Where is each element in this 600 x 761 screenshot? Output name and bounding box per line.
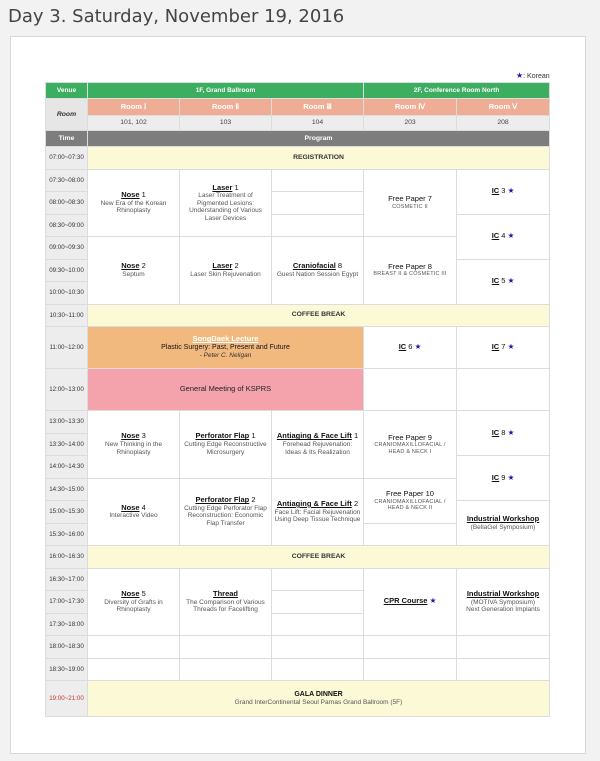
- session-title: Industrial Workshop: [466, 588, 540, 598]
- session-number: 5: [139, 588, 146, 598]
- time-cell: 08:30~09:00: [46, 214, 88, 237]
- session-title: Antiaging & Face Lift: [276, 431, 352, 441]
- session-title: Perforator Flap: [195, 495, 250, 505]
- session-subtitle: Cutting Edge Perforator Flap Reconstruction: Economic Flap Transfer: [184, 504, 267, 527]
- time-cell: 16:00~16:30: [46, 546, 88, 569]
- session-craniofacial-8[interactable]: [272, 237, 364, 305]
- session-ic-6[interactable]: [364, 327, 457, 369]
- empty-cell: [88, 658, 180, 681]
- room-number-row: [46, 116, 550, 131]
- registration-cell: REGISTRATION: [88, 147, 550, 170]
- session-nose-1[interactable]: [88, 169, 180, 237]
- session-nose-2[interactable]: [88, 237, 180, 305]
- session-number: 2: [139, 261, 146, 271]
- empty-cell: [364, 369, 457, 411]
- session-ic-8[interactable]: [457, 411, 550, 456]
- session-ic-9[interactable]: [457, 456, 550, 501]
- venue-label: Venue: [46, 83, 88, 99]
- session-number: 5: [499, 276, 506, 286]
- session-title: CPR Course: [383, 596, 428, 606]
- time-cell: 10:00~10:30: [46, 282, 88, 305]
- session-title: IC: [491, 186, 500, 196]
- room-number: 104: [272, 116, 364, 131]
- session-title: IC: [491, 427, 500, 437]
- table-row: [46, 658, 550, 681]
- empty-cell: [272, 568, 364, 591]
- time-cell: 11:00~12:00: [46, 327, 88, 369]
- session-subtitle: CRANIOMAXILLOFACIAL / HEAD & NECK II: [374, 498, 446, 511]
- empty-cell: [272, 591, 364, 614]
- table-row: [46, 636, 550, 659]
- session-antiaging-2[interactable]: [272, 478, 364, 546]
- star-icon: ★: [507, 427, 515, 437]
- venue-1f: 1F, Grand Ballroom: [88, 83, 364, 99]
- program-header: Program: [88, 131, 550, 147]
- session-title: IC: [491, 342, 500, 352]
- session-free-paper-9[interactable]: [364, 411, 457, 479]
- session-title: Nose: [121, 431, 140, 441]
- gala-subtitle: Grand InterContinental Seoul Parnas Grand Ballroom (5F): [234, 698, 403, 706]
- legend: [516, 71, 550, 80]
- session-free-paper-7[interactable]: [364, 169, 457, 237]
- lecture-speaker: - Peter C. Neligan: [199, 352, 252, 360]
- session-subtitle: BREAST II & COSMETIC III: [373, 271, 447, 278]
- star-icon: ★: [507, 472, 515, 482]
- session-subtitle: New Thinking in the Rhinoplasty: [105, 441, 162, 456]
- room-number: 203: [364, 116, 457, 131]
- table-row: [46, 681, 550, 717]
- session-subtitle: New Era of the Korean Rhinoplasty: [100, 199, 167, 215]
- time-cell: 12:00~13:00: [46, 369, 88, 411]
- session-number: 1: [139, 189, 146, 199]
- star-icon: ★: [507, 276, 515, 286]
- session-perforator-flap-1[interactable]: [180, 411, 272, 479]
- gala-dinner[interactable]: [88, 681, 550, 717]
- session-title: Free Paper 8: [388, 261, 432, 271]
- coffee-break-cell: COFFEE BREAK: [88, 546, 550, 569]
- lecture-subtitle: Plastic Surgery: Past, Present and Future: [161, 344, 290, 352]
- room-number: 103: [180, 116, 272, 131]
- empty-cell: [88, 636, 180, 659]
- star-icon: ★: [507, 186, 515, 196]
- session-title: Antiaging & Face Lift: [276, 498, 352, 508]
- time-cell: 09:30~10:00: [46, 259, 88, 282]
- venue-row: [46, 83, 550, 99]
- session-nose-3[interactable]: [88, 411, 180, 479]
- gala-title: GALA DINNER: [294, 690, 343, 698]
- legend-label: : Korean: [523, 73, 550, 80]
- session-subtitle: (BellaGel Symposium): [470, 523, 536, 531]
- empty-cell: [272, 613, 364, 636]
- empty-cell: [364, 636, 457, 659]
- room-name: Room Ⅲ: [272, 99, 364, 116]
- session-title: Perforator Flap: [195, 431, 250, 441]
- session-subtitle: COSMETIC II: [392, 203, 428, 210]
- schedule-table: [45, 82, 550, 717]
- time-cell: 07:30~08:00: [46, 169, 88, 192]
- room-row: [46, 99, 550, 116]
- session-subtitle: Cutting Edge Reconstructive Microsurgery: [184, 441, 267, 456]
- room-number: 208: [457, 116, 550, 131]
- room-name: Room Ⅴ: [457, 99, 550, 116]
- time-cell: 14:30~15:00: [46, 478, 88, 501]
- session-perforator-flap-2[interactable]: [180, 478, 272, 546]
- table-row: [46, 568, 550, 591]
- session-free-paper-8[interactable]: [364, 237, 457, 305]
- time-cell: 18:00~18:30: [46, 636, 88, 659]
- table-row: [46, 147, 550, 170]
- time-cell: 07:00~07:30: [46, 147, 88, 170]
- session-title: IC: [491, 472, 500, 482]
- time-cell: 15:30~16:00: [46, 523, 88, 546]
- session-number: 2: [351, 498, 359, 508]
- empty-cell: [272, 658, 364, 681]
- session-subtitle: (MOTIVA Symposium): [470, 598, 536, 606]
- table-row: [46, 327, 550, 369]
- star-icon: ★: [507, 231, 515, 241]
- session-number: 9: [499, 472, 506, 482]
- session-title: IC: [491, 276, 500, 286]
- session-ic-5[interactable]: [457, 259, 550, 304]
- time-header: Time: [46, 131, 88, 147]
- table-row: [46, 304, 550, 327]
- session-number: 3: [499, 186, 506, 196]
- session-antiaging-1[interactable]: [272, 411, 364, 479]
- empty-cell: [272, 214, 364, 237]
- session-subtitle: CRANIOMAXILLOFACIAL / HEAD & NECK I: [374, 442, 446, 455]
- star-icon: ★: [429, 596, 437, 606]
- session-laser-2[interactable]: [180, 237, 272, 305]
- room-label: Room: [46, 99, 88, 131]
- session-title: Free Paper 10: [386, 488, 434, 498]
- session-title: Laser: [212, 261, 233, 271]
- songdaek-lecture[interactable]: [88, 327, 364, 369]
- empty-cell: [272, 636, 364, 659]
- session-subtitle: Next Generation Implants: [466, 606, 540, 614]
- session-subtitle: The Comparison of Various Threads for Facelifting: [186, 598, 265, 614]
- time-cell: 10:30~11:00: [46, 304, 88, 327]
- session-nose-4[interactable]: [88, 478, 180, 546]
- lecture-title: SongDaek Lecture: [192, 334, 259, 344]
- session-title: Nose: [121, 502, 140, 512]
- session-industrial-workshop-2[interactable]: [457, 568, 550, 636]
- empty-cell: [180, 636, 272, 659]
- session-free-paper-10[interactable]: [364, 478, 457, 523]
- session-number: 4: [139, 502, 146, 512]
- table-row: [46, 546, 550, 569]
- star-icon: ★: [507, 342, 515, 352]
- session-number: 1: [232, 182, 239, 192]
- session-ic-7[interactable]: [457, 327, 550, 369]
- time-program-row: [46, 131, 550, 147]
- session-number: 2: [249, 495, 256, 505]
- empty-cell: [457, 658, 550, 681]
- room-number: 101, 102: [88, 116, 180, 131]
- time-cell: 08:00~08:30: [46, 192, 88, 215]
- session-number: 2: [232, 261, 239, 271]
- session-number: 8: [335, 261, 343, 271]
- session-title: Nose: [121, 261, 140, 271]
- session-subtitle: Diversity of Grafts in Rhinoplasty: [104, 598, 163, 614]
- empty-cell: [364, 523, 457, 546]
- session-number: 1: [249, 431, 256, 441]
- session-title: Free Paper 9: [388, 432, 432, 442]
- session-number: 1: [351, 431, 359, 441]
- time-cell: 17:00~17:30: [46, 591, 88, 614]
- empty-cell: [180, 658, 272, 681]
- session-subtitle: Guest Nation Session Egypt: [276, 270, 359, 278]
- empty-cell: [272, 169, 364, 192]
- time-cell: 16:30~17:00: [46, 568, 88, 591]
- time-cell: 17:30~18:00: [46, 613, 88, 636]
- empty-cell: [364, 658, 457, 681]
- session-subtitle: Septum: [122, 270, 145, 278]
- session-subtitle: Forehead Rejuvenation: Ideas & Its Realization: [282, 441, 353, 456]
- session-industrial-workshop-1[interactable]: [457, 501, 550, 546]
- coffee-break-cell: COFFEE BREAK: [88, 304, 550, 327]
- session-subtitle: Laser Skin Rejuvenation: [190, 270, 261, 278]
- session-title: Thread: [212, 588, 238, 598]
- session-number: 3: [139, 431, 146, 441]
- session-ic-4[interactable]: [457, 214, 550, 259]
- session-title: Industrial Workshop: [466, 513, 540, 523]
- session-title: Craniofacial: [292, 261, 336, 271]
- table-row: [46, 411, 550, 434]
- session-title: Nose: [121, 189, 140, 199]
- session-cpr-course[interactable]: [364, 568, 457, 636]
- session-number: 6: [406, 342, 413, 352]
- session-subtitle: Interactive Video: [109, 512, 158, 520]
- time-cell: 09:00~09:30: [46, 237, 88, 260]
- empty-cell: [272, 192, 364, 215]
- session-title: IC: [491, 231, 500, 241]
- empty-cell: [457, 369, 550, 411]
- time-cell: 18:30~19:00: [46, 658, 88, 681]
- venue-2f: 2F, Conference Room North: [364, 83, 550, 99]
- time-cell: 14:00~14:30: [46, 456, 88, 479]
- time-cell: 13:30~14:00: [46, 433, 88, 456]
- table-row: [46, 169, 550, 192]
- session-ic-3[interactable]: [457, 169, 550, 214]
- session-number: 8: [499, 427, 506, 437]
- session-laser-1[interactable]: [180, 169, 272, 237]
- session-title: Free Paper 7: [388, 194, 432, 204]
- ksprs-meeting[interactable]: General Meeting of KSPRS: [88, 369, 364, 411]
- star-icon: ★: [516, 71, 524, 80]
- session-title: IC: [398, 342, 407, 352]
- session-title: Laser: [212, 182, 233, 192]
- page-title: Day 3. Saturday, November 19, 2016: [8, 6, 345, 27]
- time-cell: 19:00~21:00: [46, 681, 88, 717]
- empty-cell: [457, 636, 550, 659]
- time-cell: 13:00~13:30: [46, 411, 88, 434]
- session-subtitle: Laser Treatment of Pigmented Lesions: Understanding of Various Laser Devices: [189, 192, 262, 222]
- session-subtitle: Face Lift: Facial Rejuvenation Using Deep Tissue Technique: [274, 508, 361, 524]
- session-title: Nose: [121, 588, 140, 598]
- room-name: Room Ⅳ: [364, 99, 457, 116]
- session-nose-5[interactable]: [88, 568, 180, 636]
- session-number: 7: [499, 342, 506, 352]
- star-icon: ★: [414, 342, 422, 352]
- room-name: Room Ⅱ: [180, 99, 272, 116]
- table-row: [46, 369, 550, 411]
- time-cell: 15:00~15:30: [46, 501, 88, 524]
- session-thread[interactable]: [180, 568, 272, 636]
- room-name: Room Ⅰ: [88, 99, 180, 116]
- session-number: 4: [499, 231, 506, 241]
